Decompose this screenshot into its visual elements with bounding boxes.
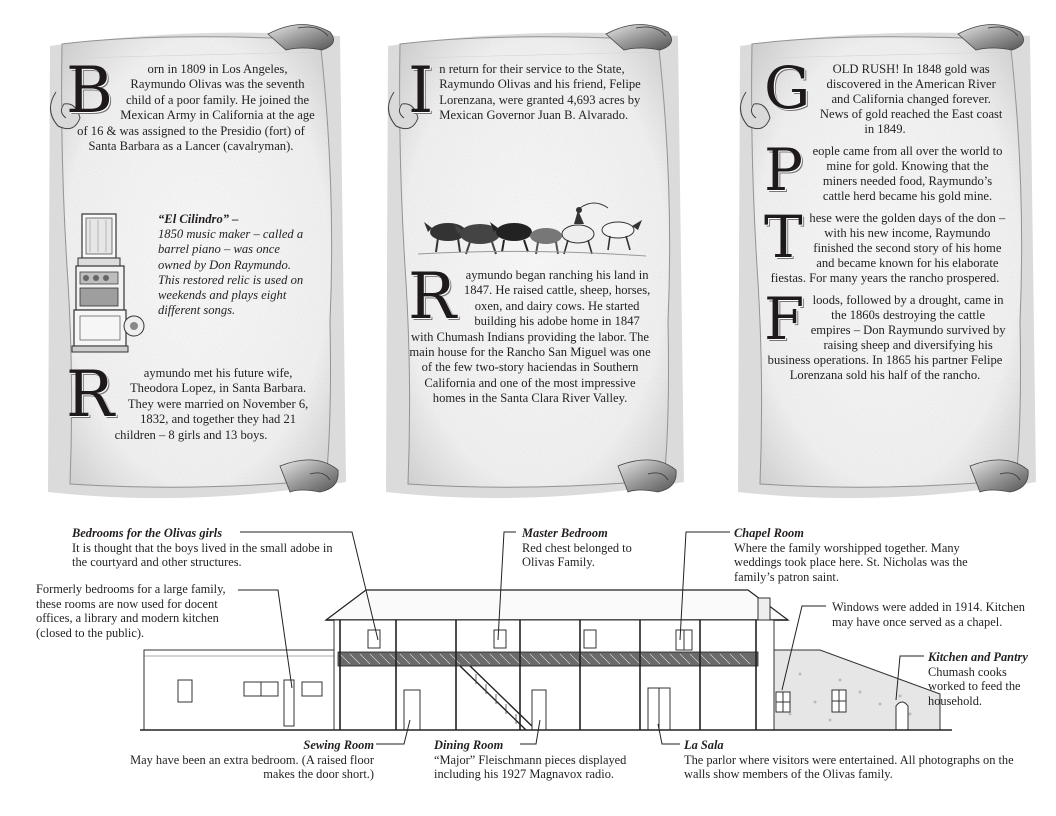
caption-text: Chumash cooks worked to feed the household.: [928, 664, 1021, 708]
drop-cap: P: [764, 136, 804, 204]
drop-cap: R: [408, 260, 457, 334]
paragraph: aymundo began ranching his land in 1847. He raised cattle, sheep, horses, oxen, and dairy cows. He started building his adobe home in 1847 with Chumash Indians providing the labor. The main house for the Rancho San Miguel was one of the few two-story haciendas in Southern California and one of the most impressive homes in the Santa Clara River Valley.: [409, 268, 651, 406]
caption-title: La Sala: [684, 738, 724, 752]
caption-title: Dining Room: [434, 738, 504, 752]
paragraph: aymundo met his future wife, Theodora Lopez, in Santa Barbara. They were married on November 6, 1832, and together they had 21 children – 8 girls and 13 boys.: [114, 366, 309, 442]
caption-text: Formerly bedrooms for a large family, these rooms are now used for docent offices, a library and modern kitchen (closed to the public).: [36, 582, 226, 640]
caption-title: Kitchen and Pantry: [928, 650, 1028, 664]
caption-windows: [832, 600, 1032, 629]
drop-cap: I: [408, 54, 434, 128]
caption-text: “Major” Fleischmann pieces displayed including his 1927 Magnavox radio.: [434, 752, 627, 782]
paragraph: orn in 1809 in Los Angeles, Raymundo Olivas was the seventh child of a poor family. He joined the Mexican Army in California at the age of 16 & was assigned to the Presidio (fort) of Santa Barbara as a Lancer (cavalryman).: [77, 62, 315, 154]
caption-title: Chapel Room: [734, 526, 804, 540]
caption-la-sala: [684, 738, 1032, 782]
caption-title: Sewing Room: [303, 738, 374, 752]
caption-text: It is thought that the boys lived in the small adobe in the courtyard and other structures.: [72, 540, 333, 570]
figure-text: 1850 music maker – called a barrel piano – was once owned by Don Raymundo. This restored relic is used on weekends and plays eight different songs.: [158, 227, 304, 318]
drop-cap: B: [66, 54, 114, 128]
drop-cap: G: [764, 54, 811, 122]
caption-text: Red chest belonged to Olivas Family.: [522, 540, 632, 570]
caption-text: Windows were added in 1914. Kitchen may have once served as a chapel.: [832, 600, 1025, 629]
paragraph: hese were the golden days of the don – with his new income, Raymundo finished the second story of his home and became known for his elaborate fiestas. For many years the rancho prospered.: [770, 211, 1006, 285]
drop-cap: F: [764, 285, 805, 353]
caption-kitchen-pantry: [928, 650, 1040, 708]
caption-text: The parlor where visitors were entertained. All photographs on the walls show members of the Olivas family.: [684, 752, 1014, 782]
caption-sewing-room: [122, 738, 374, 782]
caption-title: Bedrooms for the Olivas girls: [72, 526, 223, 540]
paragraph: loods, followed by a drought, came in the 1860s destroying the cattle empires – Don Raymundo survived by raising sheep and diversifying his business operations. In 1865 his partner Felipe Lorenzana sold his half of the rancho.: [767, 293, 1006, 382]
drop-cap: T: [764, 203, 803, 271]
paragraph: eople came from all over the world to mine for gold. Knowing that the miners needed food, Raymundo’s cattle herd became his gold mine.: [812, 144, 1003, 203]
caption-dining-room: [434, 738, 660, 782]
drop-cap: R: [66, 358, 115, 432]
figure-title: “El Cilindro” –: [158, 212, 239, 226]
caption-chapel-room: [734, 526, 990, 584]
paragraph: OLD RUSH! In 1848 gold was discovered in the American River and California changed forever. News of gold reached the East coast in 1849.: [819, 62, 1003, 136]
caption-title: Master Bedroom: [522, 526, 608, 540]
caption-bedrooms-girls: [72, 526, 342, 570]
caption-master-bedroom: [522, 526, 642, 570]
caption-former-bedrooms: [36, 582, 244, 640]
paragraph: n return for their service to the State, Raymundo Olivas and his friend, Felipe Lorenzana, were granted 4,693 acres by Mexican Governor Juan B. Alvarado.: [439, 62, 641, 123]
caption-text: Where the family worshipped together. Many weddings took place here. St. Nicholas was the family’s patron saint.: [734, 540, 968, 584]
caption-text: May have been an extra bedroom. (A raised floor makes the door short.): [130, 752, 374, 782]
